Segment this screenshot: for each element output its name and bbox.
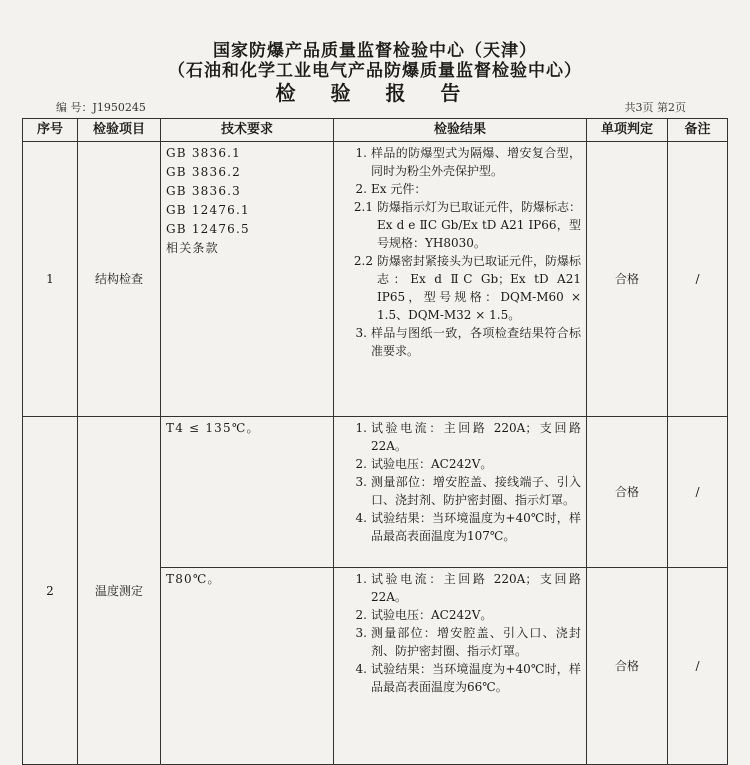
requirement-line: GB 3836.3 [166, 184, 242, 198]
result-number: 2.1 [353, 200, 373, 214]
col-header-results: 检验结果 [334, 119, 587, 142]
result-number: 4. [355, 662, 367, 676]
requirement-line: T4 ≤ 135℃。 [166, 421, 260, 435]
result-text: Ex 元件： [371, 182, 427, 196]
result-item [339, 509, 581, 545]
row-number: 2 [23, 417, 78, 765]
requirements-cell [161, 568, 334, 765]
result-text: 试验电压：AC242V。 [371, 608, 493, 622]
requirement-line: GB 12476.1 [166, 203, 250, 217]
result-number: 3. [355, 475, 367, 489]
verdict: 合格 [587, 417, 668, 568]
result-item [339, 198, 581, 252]
result-number: 1. [355, 421, 367, 435]
requirement-line: GB 3836.2 [166, 165, 242, 179]
requirements-cell [161, 417, 334, 568]
remark: / [668, 568, 728, 765]
result-item [339, 606, 581, 624]
table-header-row [23, 119, 728, 142]
result-number: 3. [355, 326, 367, 340]
col-header-item: 检验项目 [78, 119, 161, 142]
result-number: 2.2 [353, 254, 373, 268]
result-number: 1. [355, 146, 367, 160]
result-text: 防爆密封紧接头为已取证元件，防爆标志：Ex d ⅡC Gb；Ex tD A21 IP65，型号规格：DQM-M60 × 1.5、DQM-M32 × 1.5。 [377, 254, 582, 322]
table-row [23, 142, 728, 417]
verdict: 合格 [587, 568, 668, 765]
result-number: 3. [355, 626, 367, 640]
result-item [339, 455, 581, 473]
requirement-line: GB 12476.5 [166, 222, 250, 236]
result-text: 测量部位：增安腔盖、接线端子、引入口、浇封剂、防护密封圈、指示灯罩。 [371, 475, 581, 507]
result-number: 1. [355, 572, 367, 586]
result-text: 试验结果：当环境温度为+40℃时，样品最高表面温度为66℃。 [371, 662, 581, 694]
result-text: 测量部位：增安腔盖、引入口、浇封剂、防护密封圈、指示灯罩。 [371, 626, 581, 658]
org-name-line2: （石油和化学工业电气产品防爆质量监督检验中心） [168, 61, 582, 81]
result-text: 试验结果：当环境温度为+40℃时，样品最高表面温度为107℃。 [371, 511, 581, 543]
result-item [339, 144, 581, 180]
result-item [339, 419, 581, 455]
org-name-line1: 国家防爆产品质量监督检验中心（天津） [213, 41, 537, 61]
col-header-no: 序号 [23, 119, 78, 142]
result-number: 2. [355, 608, 367, 622]
results-cell [334, 142, 587, 417]
results-cell [334, 417, 587, 568]
result-number: 2. [355, 182, 367, 196]
result-text: 试验电流：主回路 220A；支回路 22A。 [371, 572, 581, 604]
page-count: 共3页 第2页 [624, 101, 686, 114]
col-header-remark: 备注 [668, 119, 728, 142]
result-text: 样品的防爆型式为隔爆、增安复合型，同时为粉尘外壳保护型。 [371, 146, 581, 178]
requirement-line: 相关条款 [166, 241, 219, 255]
inspection-item: 结构检查 [78, 142, 161, 417]
verdict: 合格 [587, 142, 668, 417]
requirements-cell [161, 142, 334, 417]
remark: / [668, 417, 728, 568]
remark: / [668, 142, 728, 417]
result-text: 试验电压：AC242V。 [371, 457, 493, 471]
col-header-verdict: 单项判定 [587, 119, 668, 142]
result-text: 防爆指示灯为已取证元件，防爆标志：Ex d e ⅡC Gb/Ex tD A21 IP66，型号规格：YH8030。 [377, 200, 582, 250]
result-item [339, 252, 581, 324]
result-number: 4. [355, 511, 367, 525]
table-row [23, 417, 728, 568]
result-item [339, 324, 581, 360]
result-text: 试验电流：主回路 220A；支回路 22A。 [371, 421, 581, 453]
result-item [339, 660, 581, 696]
report-title: 检 验 报 告 [275, 81, 475, 105]
col-header-requirements: 技术要求 [161, 119, 334, 142]
inspection-table [22, 118, 728, 765]
inspection-item: 温度测定 [78, 417, 161, 765]
result-number: 2. [355, 457, 367, 471]
result-item [339, 624, 581, 660]
requirement-line: GB 3836.1 [166, 146, 242, 160]
result-item [339, 473, 581, 509]
result-item [339, 180, 581, 198]
results-cell [334, 568, 587, 765]
report-number: 编 号：J1950245 [56, 101, 146, 114]
row-number: 1 [23, 142, 78, 417]
result-item [339, 570, 581, 606]
result-text: 样品与图纸一致，各项检查结果符合标准要求。 [371, 326, 581, 358]
requirement-line: T80℃。 [166, 572, 221, 586]
